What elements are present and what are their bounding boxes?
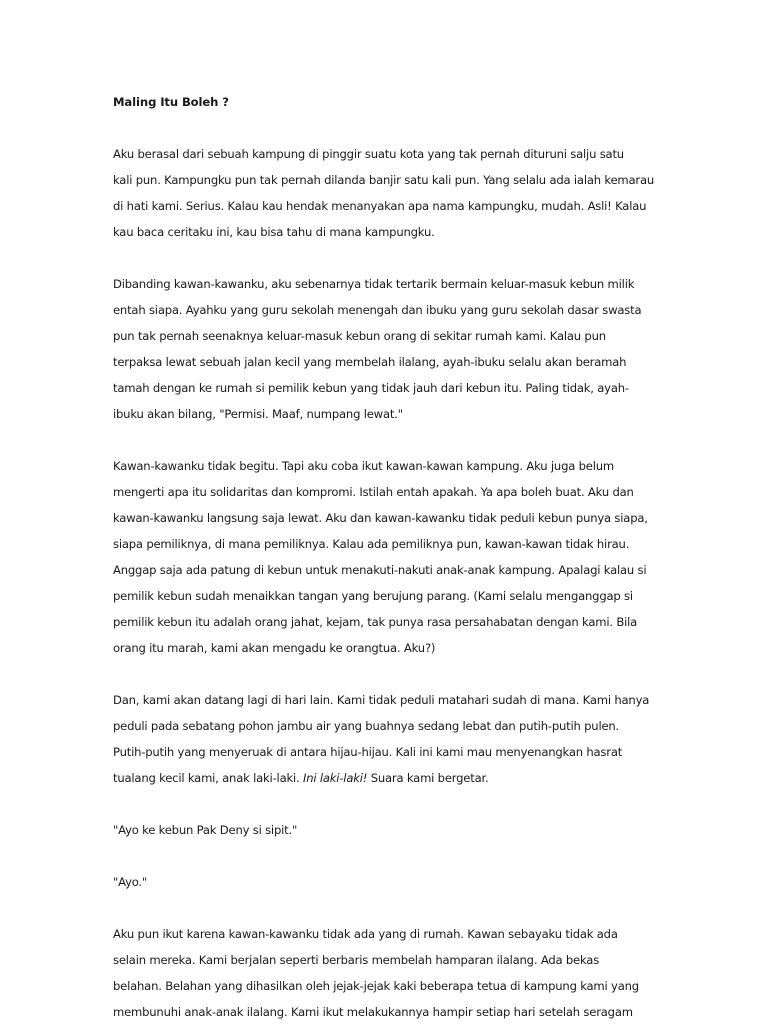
document-page [113,89,673,1025]
text-line: Kawan-kawanku tidak begitu. Tapi aku coba ikut kawan-kawan kampung. Aku juga belum [113,459,614,473]
text-line: Aku pun ikut karena kawan-kawanku tidak ada yang di rumah. Kawan sebayaku tidak ada [113,927,618,941]
text-line: Putih-putih yang menyeruak di antara hijau-hijau. Kali ini kami mau menyenangkan hasrat [113,745,623,759]
text-line: Aku berasal dari sebuah kampung di pinggir suatu kota yang tak pernah dituruni salju satu [113,147,624,161]
text-line: membunuhi anak-anak ilalang. Kami ikut melakukannya hampir setiap hari setelah seragam [113,1005,633,1019]
text-line: siapa pemiliknya, di mana pemiliknya. Kalau ada pemiliknya pun, kawan-kawan tidak hirau. [113,537,630,551]
text-line: "Ayo." [113,875,148,889]
text-line: pemilik kebun sudah menaikkan tangan yang berujung parang. (Kami selalu menganggap si [113,589,633,603]
dialogue-1 [113,817,673,843]
text-segment: Suara kami bergetar. [367,771,489,785]
text-line: Dan, kami akan datang lagi di hari lain. Kami tidak peduli matahari sudah di mana. Kami hanya [113,693,650,707]
paragraph-2 [113,271,673,427]
text-line: Dibanding kawan-kawanku, aku sebenarnya tidak tertarik bermain keluar-masuk kebun milik [113,277,635,291]
dialogue-2 [113,869,673,895]
text-line: terpaksa lewat sebuah jalan kecil yang membelah ilalang, ayah-ibuku selalu akan beramah [113,355,627,369]
text-line: pemilik kebun itu adalah orang jahat, kejam, tak punya rasa persahabatan dengan kami. Bila [113,615,638,629]
text-line: belahan. Belahan yang dihasilkan oleh jejak-jejak kaki beberapa tetua di kampung kami yang [113,979,639,993]
text-line: entah siapa. Ayahku yang guru sekolah menengah dan ibuku yang guru sekolah dasar swasta [113,303,642,317]
text-line: selain mereka. Kami berjalan seperti berbaris membelah hamparan ilalang. Ada bekas [113,953,600,967]
document-title: Maling Itu Boleh ? [113,95,229,109]
text-line: kawan-kawanku langsung saja lewat. Aku dan kawan-kawanku tidak peduli kebun punya siapa, [113,511,648,525]
text-line: pun tak pernah seenaknya keluar-masuk kebun orang di sekitar rumah kami. Kalau pun [113,329,606,343]
text-line: di hati kami. Serius. Kalau kau hendak menanyakan apa nama kampungku, mudah. Asli! Kalau [113,199,647,213]
paragraph-1 [113,141,673,245]
text-line: ibuku akan bilang, "Permisi. Maaf, numpang lewat." [113,407,403,421]
text-line-mixed [113,765,673,791]
text-line: kau baca ceritaku ini, kau bisa tahu di mana kampungku. [113,225,435,239]
text-line: kali pun. Kampungku pun tak pernah dilanda banjir satu kali pun. Yang selalu ada ialah kemarau [113,173,655,187]
italic-text: Ini laki-laki! [302,771,368,785]
text-line: mengerti apa itu solidaritas dan kompromi. Istilah entah apakah. Ya apa boleh buat. Aku dan [113,485,634,499]
text-line: tamah dengan ke rumah si pemilik kebun yang tidak jauh dari kebun itu. Paling tidak, ayah- [113,381,629,395]
paragraph-4 [113,687,673,791]
paragraph-3 [113,453,673,661]
text-line: "Ayo ke kebun Pak Deny si sipit." [113,823,298,837]
text-segment: tualang kecil kami, anak laki-laki. [113,771,303,785]
text-line: orang itu marah, kami akan mengadu ke orangtua. Aku?) [113,641,436,655]
text-line: Anggap saja ada patung di kebun untuk menakuti-nakuti anak-anak kampung. Apalagi kalau si [113,563,647,577]
text-line: peduli pada sebatang pohon jambu air yang buahnya sedang lebat dan putih-putih pulen. [113,719,620,733]
paragraph-5 [113,921,673,1025]
